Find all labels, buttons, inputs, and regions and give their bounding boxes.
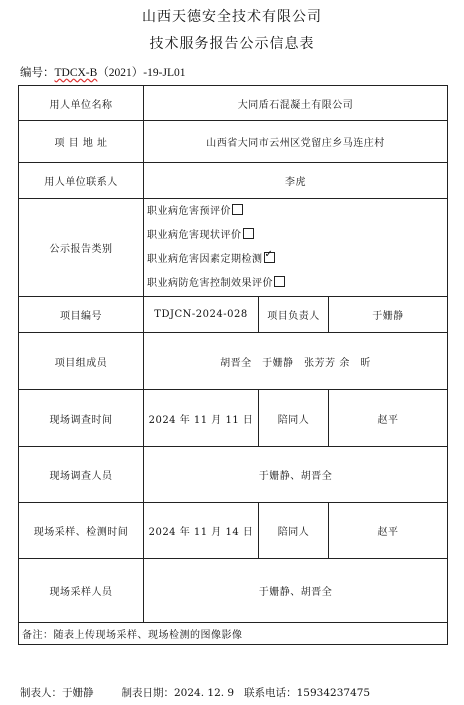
checkbox-icon[interactable] [232, 204, 243, 215]
contact-label: 用人单位联系人 [19, 163, 144, 199]
category-option-2[interactable] [147, 224, 444, 248]
document-code [20, 64, 185, 80]
contact-value: 李虎 [144, 163, 448, 199]
company-name: 山西天德安全技术有限公司 [142, 9, 322, 25]
project-no-value: TDJCN-2024-028 [144, 297, 259, 333]
date-value: 2024. 12. 9 [174, 687, 235, 699]
document-title: 技术服务报告公示信息表 [149, 36, 315, 52]
address-value: 山西省大同市云州区党留庄乡马连庄村 [144, 121, 448, 163]
employer-label: 用人单位名称 [19, 86, 144, 121]
code-label: 编号： [20, 67, 55, 79]
survey-time-value: 2024 年 11 月 11 日 [144, 390, 259, 447]
category-option-1[interactable] [147, 200, 444, 224]
members-label: 项目组成员 [19, 333, 144, 390]
survey-time-label: 现场调查时间 [19, 390, 144, 447]
checkbox-icon[interactable] [243, 228, 254, 239]
checkbox-checked-icon[interactable] [264, 252, 275, 263]
checkbox-icon[interactable] [274, 276, 285, 287]
survey-escort-value: 赵平 [329, 390, 448, 447]
category-option-4[interactable] [147, 272, 444, 296]
survey-staff-value: 于姗静、胡晋全 [144, 447, 448, 503]
sampling-escort-label: 陪同人 [259, 503, 329, 559]
project-lead-value: 于姗静 [329, 297, 448, 333]
info-table [18, 85, 448, 645]
table-row [19, 333, 448, 390]
code-rest: （2021）-19-JL01 [97, 67, 186, 79]
members-value: 胡晋全 于姗静 张芳芳 余 昕 [144, 333, 448, 390]
survey-escort-label: 陪同人 [259, 390, 329, 447]
sampling-time-value: 2024 年 11 月 14 日 [144, 503, 259, 559]
category-option-3[interactable] [147, 248, 444, 272]
table-row [19, 297, 448, 333]
table-row [19, 86, 448, 121]
sampling-staff-value: 于姗静、胡晋全 [144, 559, 448, 623]
survey-staff-label: 现场调查人员 [19, 447, 144, 503]
note: 备注：随表上传现场采样、现场检测的图像影像 [19, 623, 448, 645]
sampling-escort-value: 赵平 [329, 503, 448, 559]
table-row [19, 623, 448, 645]
table-row [19, 121, 448, 163]
table-row [19, 163, 448, 199]
category-option-label: 职业病危害因素定期检测 [147, 253, 263, 265]
phone-value: 15934237475 [296, 687, 371, 699]
table-row [19, 559, 448, 623]
address-label: 项 目 地 址 [19, 121, 144, 163]
table-row [19, 390, 448, 447]
table-row [19, 447, 448, 503]
date-label: 制表日期： [121, 687, 174, 699]
footer [20, 685, 370, 700]
category-option-label: 职业病防危害控制效果评价 [147, 277, 273, 289]
code-prefix: TDCX-B [54, 67, 98, 79]
category-options [144, 199, 448, 297]
category-label: 公示报告类别 [19, 199, 144, 297]
phone-label: 联系电话： [244, 687, 297, 699]
category-option-label: 职业病危害预评价 [147, 205, 231, 217]
table-row [19, 503, 448, 559]
employer-value: 大同盾石混凝土有限公司 [144, 86, 448, 121]
sampling-time-label: 现场采样、检测时间 [19, 503, 144, 559]
maker-label: 制表人： [20, 687, 62, 699]
sampling-staff-label: 现场采样人员 [19, 559, 144, 623]
maker-value: 于姗静 [62, 687, 94, 699]
table-row [19, 199, 448, 297]
category-option-label: 职业病危害现状评价 [147, 229, 242, 241]
project-no-label: 项目编号 [19, 297, 144, 333]
project-lead-label: 项目负责人 [259, 297, 329, 333]
